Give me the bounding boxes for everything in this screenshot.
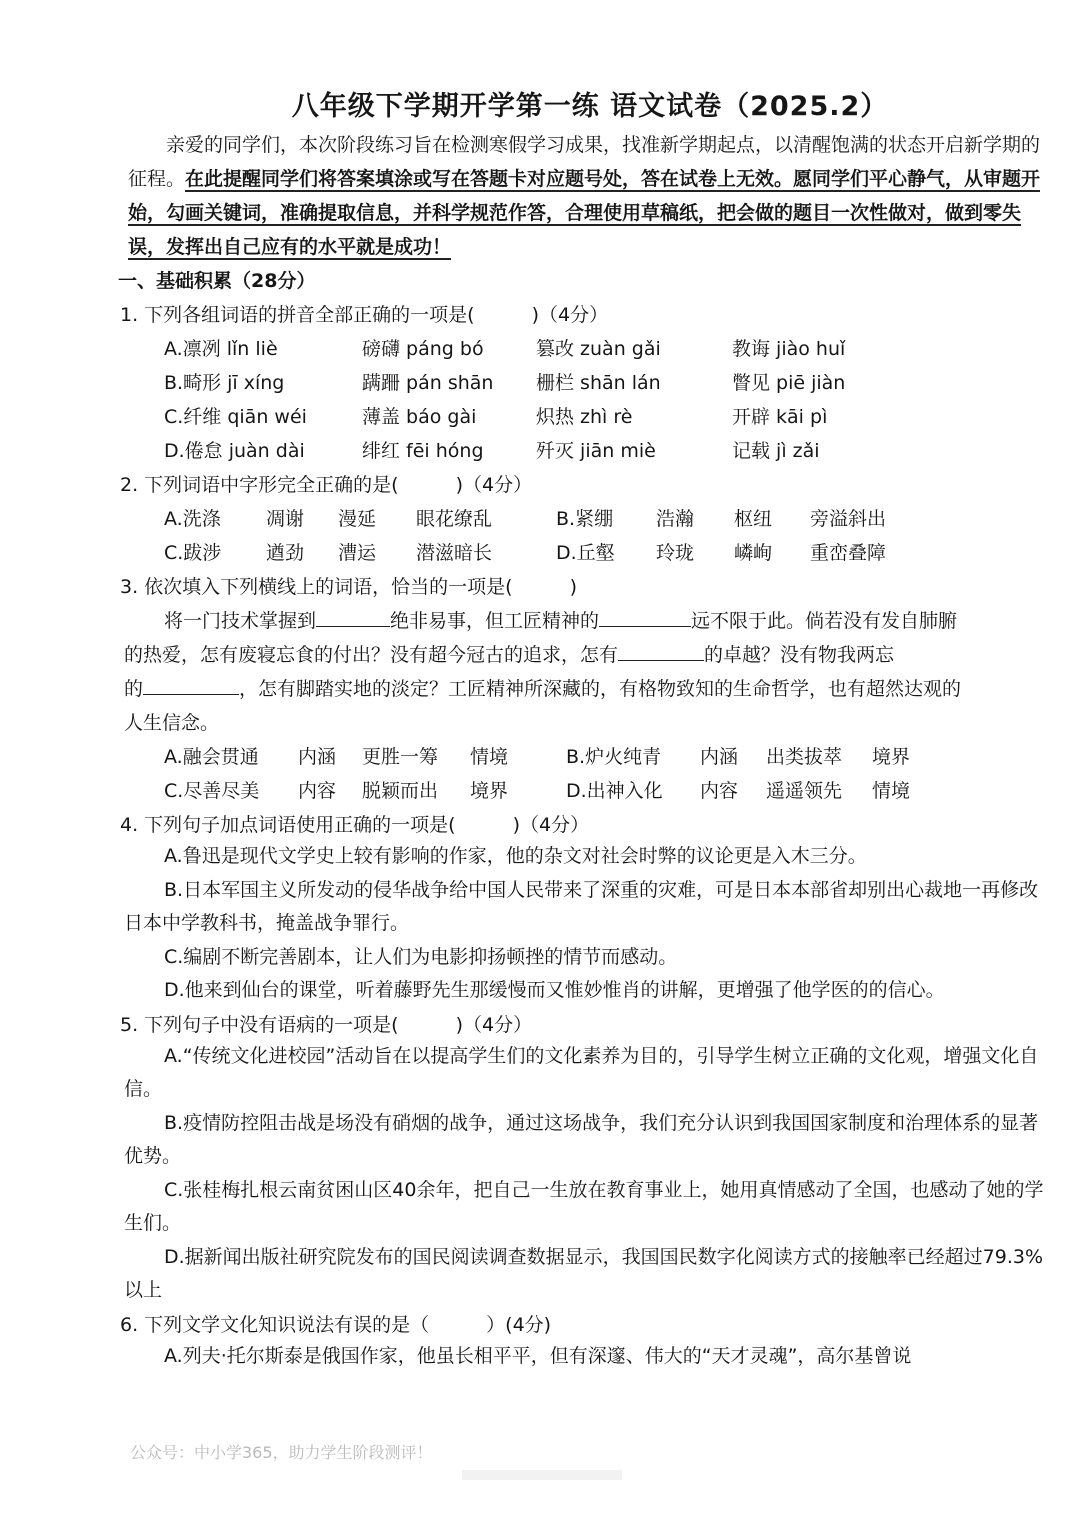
q3-option-c-word: 内容 <box>298 780 337 802</box>
fill-blank <box>618 659 704 661</box>
q1-option-c: C.纤维 qiān wéi <box>164 406 307 428</box>
q3-option-a-word: 内涵 <box>298 746 337 768</box>
question-5-stem: 5. 下列句子中没有语病的一项是( )（4分） <box>120 1014 533 1036</box>
q1-option-d-word: 歼灭 jiān miè <box>536 440 656 462</box>
q2-option-d-word: 玲珑 <box>656 542 695 564</box>
q2-option-c: C.跋涉 <box>164 542 222 564</box>
q1-option-b: B.畸形 jī xíng <box>164 372 285 394</box>
q5-option-c: C.张桂梅扎根云南贫困山区40余年，把自己一生放在教育事业上，她用真情感动了全国，也感动了她的学生们。 <box>124 1179 1044 1234</box>
q3-option-b: B.炉火纯青 <box>566 746 662 768</box>
q2-option-b-word: 浩瀚 <box>656 508 695 530</box>
q3-option-b-word: 内涵 <box>700 746 739 768</box>
q5-option-d: D.据新闻出版社研究院发布的国民阅读调查数据显示，我国国民数字化阅读方式的接触率已经超过79.3%以上 <box>124 1246 1044 1301</box>
q3-passage-line-4: 人生信念。 <box>124 712 220 734</box>
q2-option-d: D.丘壑 <box>556 542 615 564</box>
q4-option-c: C.编剧不断完善剧本，让人们为电影抑扬顿挫的情节而感动。 <box>164 946 678 968</box>
q2-option-c-word: 漕运 <box>338 542 377 564</box>
question-6-stem: 6. 下列文学文化知识说法有误的是（ ）(4分) <box>120 1314 552 1336</box>
q1-option-a-word: 教诲 jiào huǐ <box>732 338 846 360</box>
faded-mark <box>462 1470 622 1480</box>
q5-option-b: B.疫情防控阻击战是场没有硝烟的战争，通过这场战争，我们充分认识到我国国家制度和治理体系的显著优势。 <box>124 1112 1039 1167</box>
q3-option-b-word: 境界 <box>872 746 911 768</box>
q2-option-b: B.紧绷 <box>556 508 614 530</box>
q3-option-c-word: 脱颖而出 <box>362 780 439 802</box>
q3-option-a-word: 更胜一筹 <box>362 746 439 768</box>
q1-option-d: D.倦怠 juàn dài <box>164 440 305 462</box>
q1-option-c-word: 炽热 zhì rè <box>536 406 633 428</box>
q1-option-a-word: 磅礴 páng bó <box>362 338 484 360</box>
fill-blank <box>143 693 239 695</box>
q3-option-c: C.尽善尽美 <box>164 780 260 802</box>
q2-option-b-word: 枢纽 <box>734 508 773 530</box>
q1-option-c-word: 薄盖 báo gài <box>362 406 477 428</box>
q1-option-d-word: 绯红 fēi hóng <box>362 440 484 462</box>
question-3-stem: 3. 依次填入下列横线上的词语，恰当的一项是( ) <box>120 576 577 598</box>
q2-option-a-word: 凋谢 <box>266 508 305 530</box>
q1-option-b-word: 蹒跚 pán shān <box>362 372 494 394</box>
intro-block <box>128 128 1048 264</box>
q2-option-c-word: 潜滋暗长 <box>416 542 493 564</box>
q3-option-a: A.融会贯通 <box>164 746 259 768</box>
q2-option-d-word: 嶙峋 <box>734 542 773 564</box>
q1-option-d-word: 记载 jì zǎi <box>732 440 820 462</box>
question-4-stem: 4. 下列句子加点词语使用正确的一项是( )（4分） <box>120 814 590 836</box>
exam-title: 八年级下学期开学第一练 语文试卷（2025.2） <box>291 91 889 122</box>
q1-option-a-word: 篡改 zuàn gǎi <box>536 338 661 360</box>
q4-option-b: B.日本军国主义所发动的侵华战争给中国人民带来了深重的灾难，可是日本本部省却别出心裁地一再修改日本中学教科书，掩盖战争罪行。 <box>124 879 1039 934</box>
question-2-stem: 2. 下列词语中字形完全正确的是( )（4分） <box>120 474 533 496</box>
q5-option-a: A.“传统文化进校园”活动旨在以提高学生们的文化素养为目的，引导学生树立正确的文化观，增强文化自信。 <box>124 1045 1039 1100</box>
q1-option-b-word: 瞥见 piē jiàn <box>732 372 846 394</box>
q3-option-b-word: 出类拔萃 <box>766 746 843 768</box>
q1-option-b-word: 栅栏 shān lán <box>536 372 661 394</box>
intro-reminder: 在此提醒同学们将答案填涂或写在答题卡对应题号处，答在试卷上无效。愿同学们平心静气，从审题开始，勾画关键词，准确提取信息，并科学规范作答，合理使用草稿纸，把会做的题目一次性做对，做到零失误，发挥出自己应有的水平就是成功！ <box>128 168 1041 258</box>
q6-option-a: A.列夫·托尔斯泰是俄国作家，他虽长相平平，但有深邃、伟大的“天才灵魂”，高尔基曾说 <box>164 1345 912 1367</box>
q3-option-d-word: 情境 <box>872 780 911 802</box>
intro-text: 亲爱的同学们，本次阶段练习旨在检测寒假学习成果，找准新学期起点，以清醒饱满的状态开启新学期的征程。 <box>128 134 1041 190</box>
q3-passage-line-1: 将一门技术掌握到 绝非易事，但工匠精神的 远不限于此。倘若没有发自肺腑 <box>164 610 958 632</box>
q4-option-d: D.他来到仙台的课堂，听着藤野先生那缓慢而又惟妙惟肖的讲解，更增强了他学医的的信心。 <box>164 979 945 1001</box>
fill-blank <box>599 625 691 627</box>
q3-option-d: D.出神入化 <box>566 780 663 802</box>
q3-option-a-word: 情境 <box>470 746 509 768</box>
q1-option-a: A.凛冽 lǐn liè <box>164 338 278 360</box>
section-heading: 一、基础积累（28分） <box>118 270 316 292</box>
q2-option-b-word: 旁溢斜出 <box>810 508 887 530</box>
q2-option-c-word: 遒劲 <box>266 542 305 564</box>
q3-option-d-word: 内容 <box>700 780 739 802</box>
q3-option-d-word: 遥遥领先 <box>766 780 843 802</box>
watermark-footer: 公众号：中小学365，助力学生阶段测评！ <box>130 1443 433 1462</box>
q2-option-a-word: 眼花缭乱 <box>416 508 493 530</box>
question-1-stem: 1. 下列各组词语的拼音全部正确的一项是( )（4分） <box>120 304 609 326</box>
q3-option-c-word: 境界 <box>470 780 509 802</box>
q3-passage-line-3: 的 ，怎有脚踏实地的淡定？工匠精神所深藏的，有格物致知的生命哲学，也有超然达观的 <box>124 678 962 700</box>
q2-option-a: A.洗涤 <box>164 508 221 530</box>
q2-option-d-word: 重峦叠障 <box>810 542 887 564</box>
q3-passage-line-2: 的热爱，怎有废寝忘食的付出？没有超今冠古的追求，怎有 的卓越？没有物我两忘 <box>124 644 895 666</box>
fill-blank <box>316 625 390 627</box>
q2-option-a-word: 漫延 <box>338 508 377 530</box>
q4-option-a: A.鲁迅是现代文学史上较有影响的作家，他的杂文对社会时弊的议论更是入木三分。 <box>164 845 867 867</box>
q1-option-c-word: 开辟 kāi pì <box>732 406 828 428</box>
